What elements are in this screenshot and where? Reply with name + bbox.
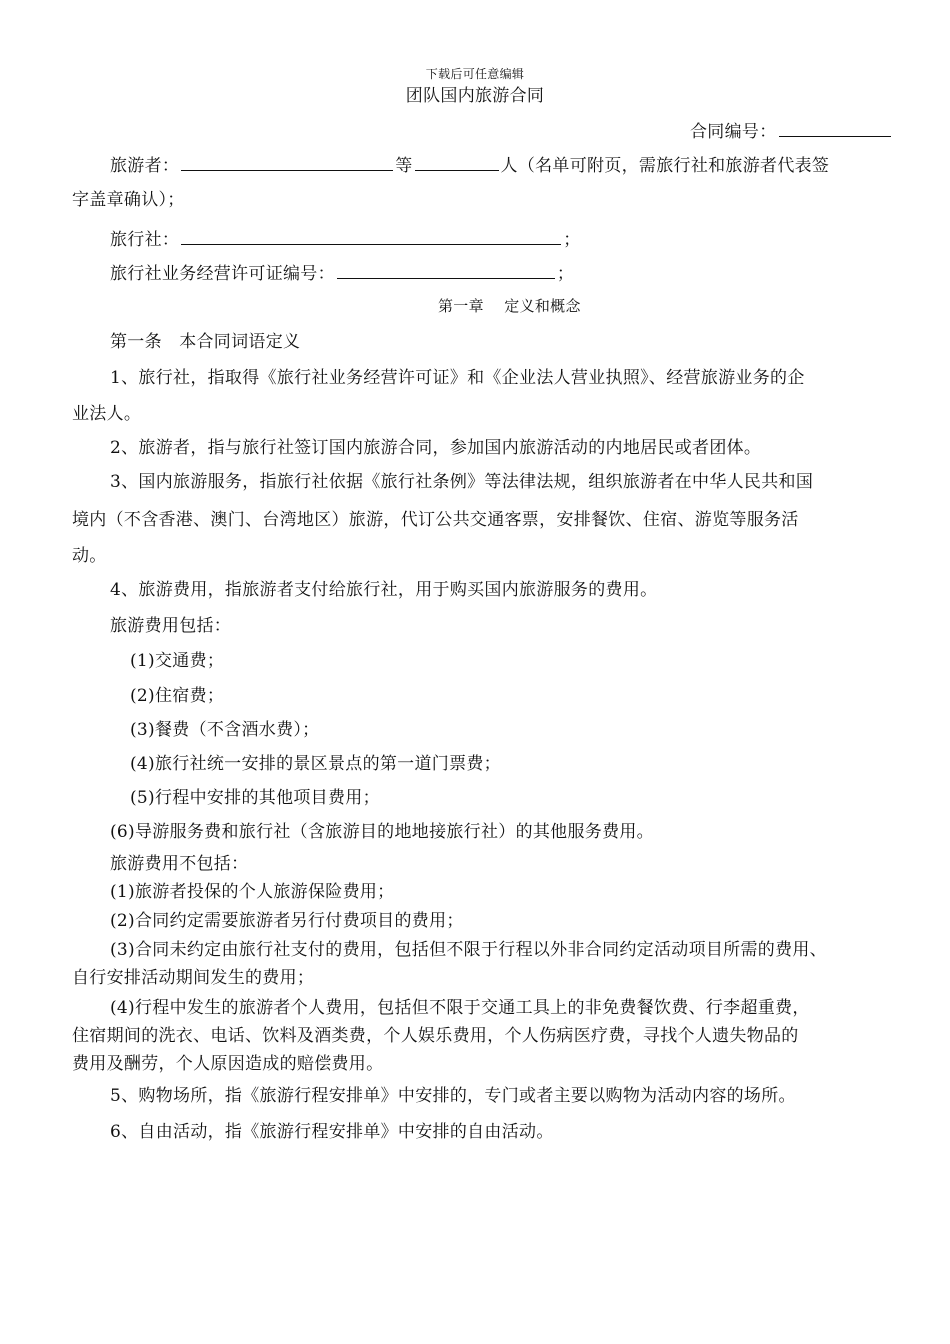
header-note: 下载后可任意编辑	[425, 67, 525, 81]
definition-3: 3、国内旅游服务，指旅行社依据《旅行社条例》等法律法规，组织旅游者在中华人民共和国	[110, 472, 814, 492]
fee-included-item: (2)住宿费；	[130, 686, 225, 706]
fee-included-item: (1)交通费；	[130, 651, 225, 671]
document-title: 团队国内旅游合同	[405, 86, 545, 106]
fee-excluded-item-3: (3)合同未约定由旅行社支付的费用，包括但不限于行程以外非合同约定活动项目所需的费用、	[110, 940, 827, 960]
definition-1: 1、旅行社，指取得《旅行社业务经营许可证》和《企业法人营业执照》、经营旅游业务的企	[110, 368, 805, 388]
license-row	[110, 260, 574, 286]
fee-included-item: (5)行程中安排的其他项目费用；	[130, 788, 380, 808]
fee-included-item-6: (6)导游服务费和旅行社（含旅游目的地地接旅行社）的其他服务费用。	[110, 822, 654, 842]
fee-excluded-item-4: (4)行程中发生的旅游者个人费用，包括但不限于交通工具上的非免费餐饮费、行李超重费，	[110, 998, 810, 1018]
tourist-count-prefix: 等	[395, 156, 413, 176]
fee-excluded-item-4-cont: 住宿期间的洗衣、电话、饮料及酒类费，个人娱乐费用，个人伤病医疗费，寻找个人遗失物品的	[72, 1026, 799, 1046]
tourist-label: 旅游者：	[110, 156, 180, 176]
fee-excluded-item-1: (1)旅游者投保的个人旅游保险费用；	[110, 882, 395, 902]
license-label: 旅行社业务经营许可证编号：	[110, 264, 335, 284]
fee-included-label: 旅游费用包括：	[110, 616, 232, 636]
fee-excluded-item-4-cont2: 费用及酬劳，个人原因造成的赔偿费用。	[72, 1054, 384, 1074]
definition-2: 2、旅游者，指与旅行社签订国内旅游合同，参加国内旅游活动的内地居民或者团体。	[110, 438, 762, 458]
fee-included-item: (3)餐费（不含酒水费）；	[130, 720, 320, 740]
tourist-count-blank[interactable]	[415, 152, 499, 171]
contract-number-blank[interactable]	[779, 118, 891, 137]
license-end: ；	[556, 264, 575, 284]
chapter-heading: 第一章 定义和概念	[438, 297, 581, 315]
contract-number-label: 合同编号：	[690, 122, 777, 142]
article-heading: 第一条 本合同词语定义	[110, 332, 301, 352]
tourist-count-suffix: 人（名单可附页，需旅行社和旅游者代表签	[500, 156, 830, 176]
definition-6: 6、自由活动，指《旅游行程安排单》中安排的自由活动。	[110, 1122, 554, 1142]
definition-5: 5、购物场所，指《旅游行程安排单》中安排的，专门或者主要以购物为活动内容的场所。	[110, 1086, 796, 1106]
tourist-row	[110, 152, 829, 178]
fee-excluded-item-3-cont: 自行安排活动期间发生的费用；	[72, 968, 315, 988]
license-number-blank[interactable]	[337, 260, 555, 279]
tourist-name-blank[interactable]	[181, 152, 393, 171]
definition-4: 4、旅游费用，指旅游者支付给旅行社，用于购买国内旅游服务的费用。	[110, 580, 658, 600]
agency-name-blank[interactable]	[181, 226, 561, 245]
contract-number-row	[690, 118, 893, 144]
agency-label: 旅行社：	[110, 230, 180, 250]
definition-1-cont: 业法人。	[72, 404, 142, 424]
fee-excluded-item-2: (2)合同约定需要旅游者另行付费项目的费用；	[110, 911, 464, 931]
agency-row	[110, 226, 581, 252]
tourist-row-cont: 字盖章确认）；	[72, 190, 185, 210]
fee-excluded-label: 旅游费用不包括：	[110, 854, 249, 874]
definition-3-cont2: 动。	[72, 546, 107, 566]
fee-included-item: (4)旅行社统一安排的景区景点的第一道门票费；	[130, 754, 501, 774]
agency-end: ；	[563, 230, 581, 250]
definition-3-cont: 境内（不含香港、澳门、台湾地区）旅游，代订公共交通客票，安排餐饮、住宿、游览等服务活	[72, 510, 799, 530]
